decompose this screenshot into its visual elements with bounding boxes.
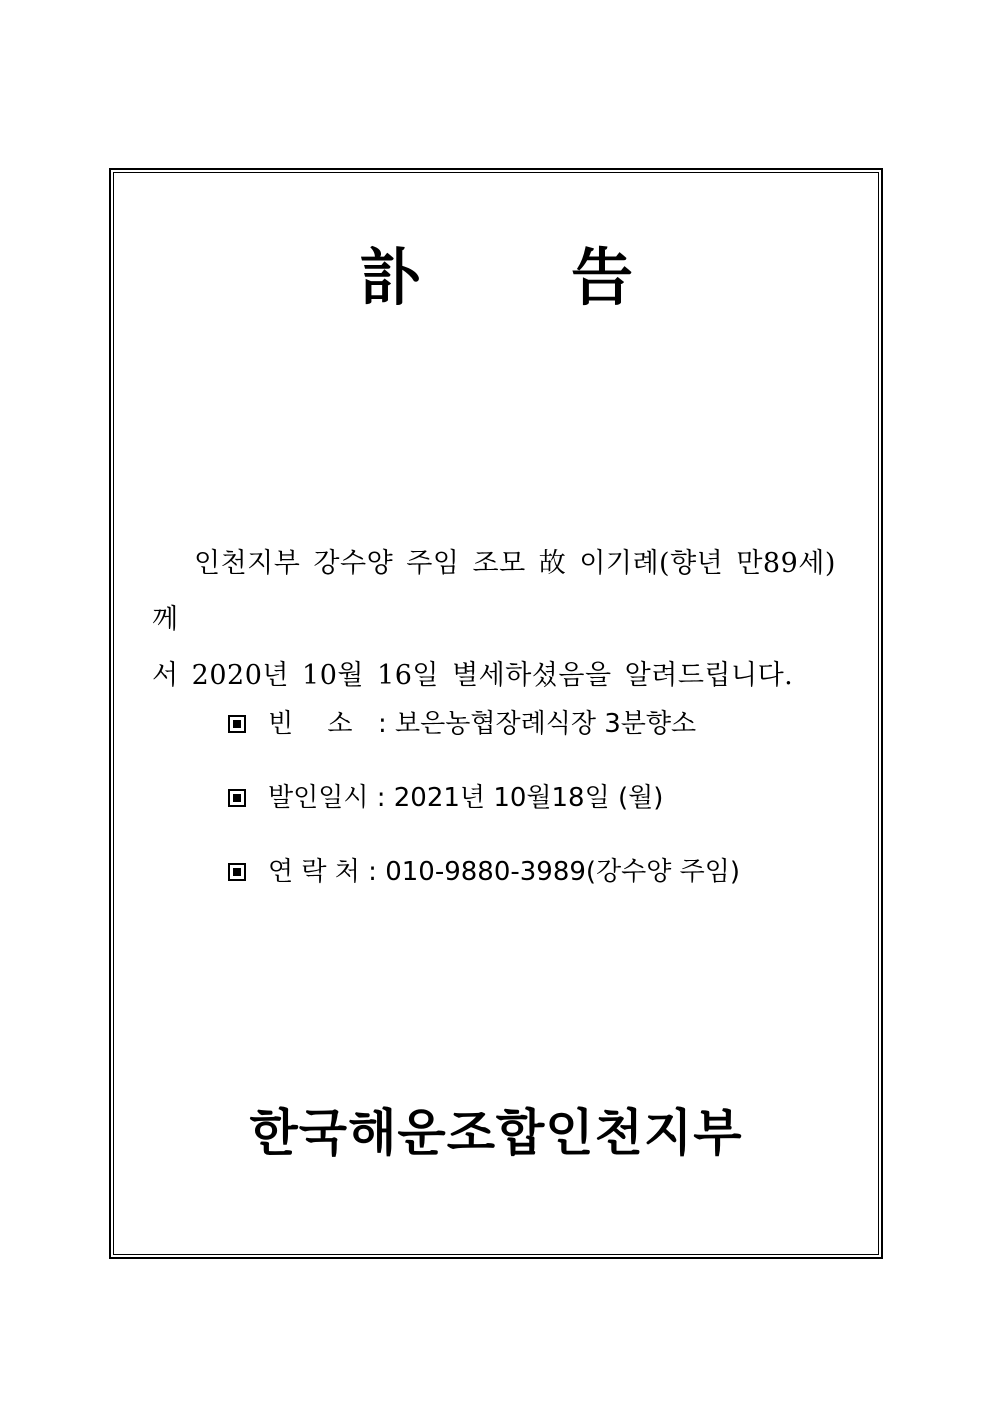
title-char-2: 告 bbox=[571, 241, 634, 314]
info-separator: : bbox=[378, 709, 387, 739]
info-row-funeral-hall bbox=[228, 704, 696, 744]
announcement-line-1: 인천지부 강수양 주임 조모 故 이기례(향년 만89세)께 bbox=[152, 548, 836, 635]
square-bullet-icon bbox=[228, 789, 246, 807]
info-value: 보은농협장례식장 3분향소 bbox=[395, 709, 697, 739]
square-bullet-icon bbox=[228, 715, 246, 733]
announcement-line-2: 서 2020년 10월 16일 별세하셨음을 알려드립니다. bbox=[152, 660, 794, 691]
info-separator: : bbox=[376, 783, 386, 813]
document-title bbox=[0, 238, 992, 318]
info-row-contact bbox=[228, 852, 740, 892]
organization-name: 한국해운조합인천지부 bbox=[249, 1103, 743, 1162]
announcement-text bbox=[152, 536, 842, 704]
title-char-1: 訃 bbox=[358, 241, 421, 314]
info-label: 연 락 처 bbox=[268, 857, 360, 887]
square-bullet-icon bbox=[228, 863, 246, 881]
info-label: 발인일시 bbox=[268, 783, 369, 813]
info-label: 빈 소 bbox=[268, 709, 353, 739]
info-value: 010-9880-3989(강수양 주임) bbox=[385, 857, 741, 887]
info-value: 2021년 10월18일 (월) bbox=[393, 783, 664, 813]
info-separator: : bbox=[368, 857, 377, 887]
info-row-departure bbox=[228, 778, 663, 818]
